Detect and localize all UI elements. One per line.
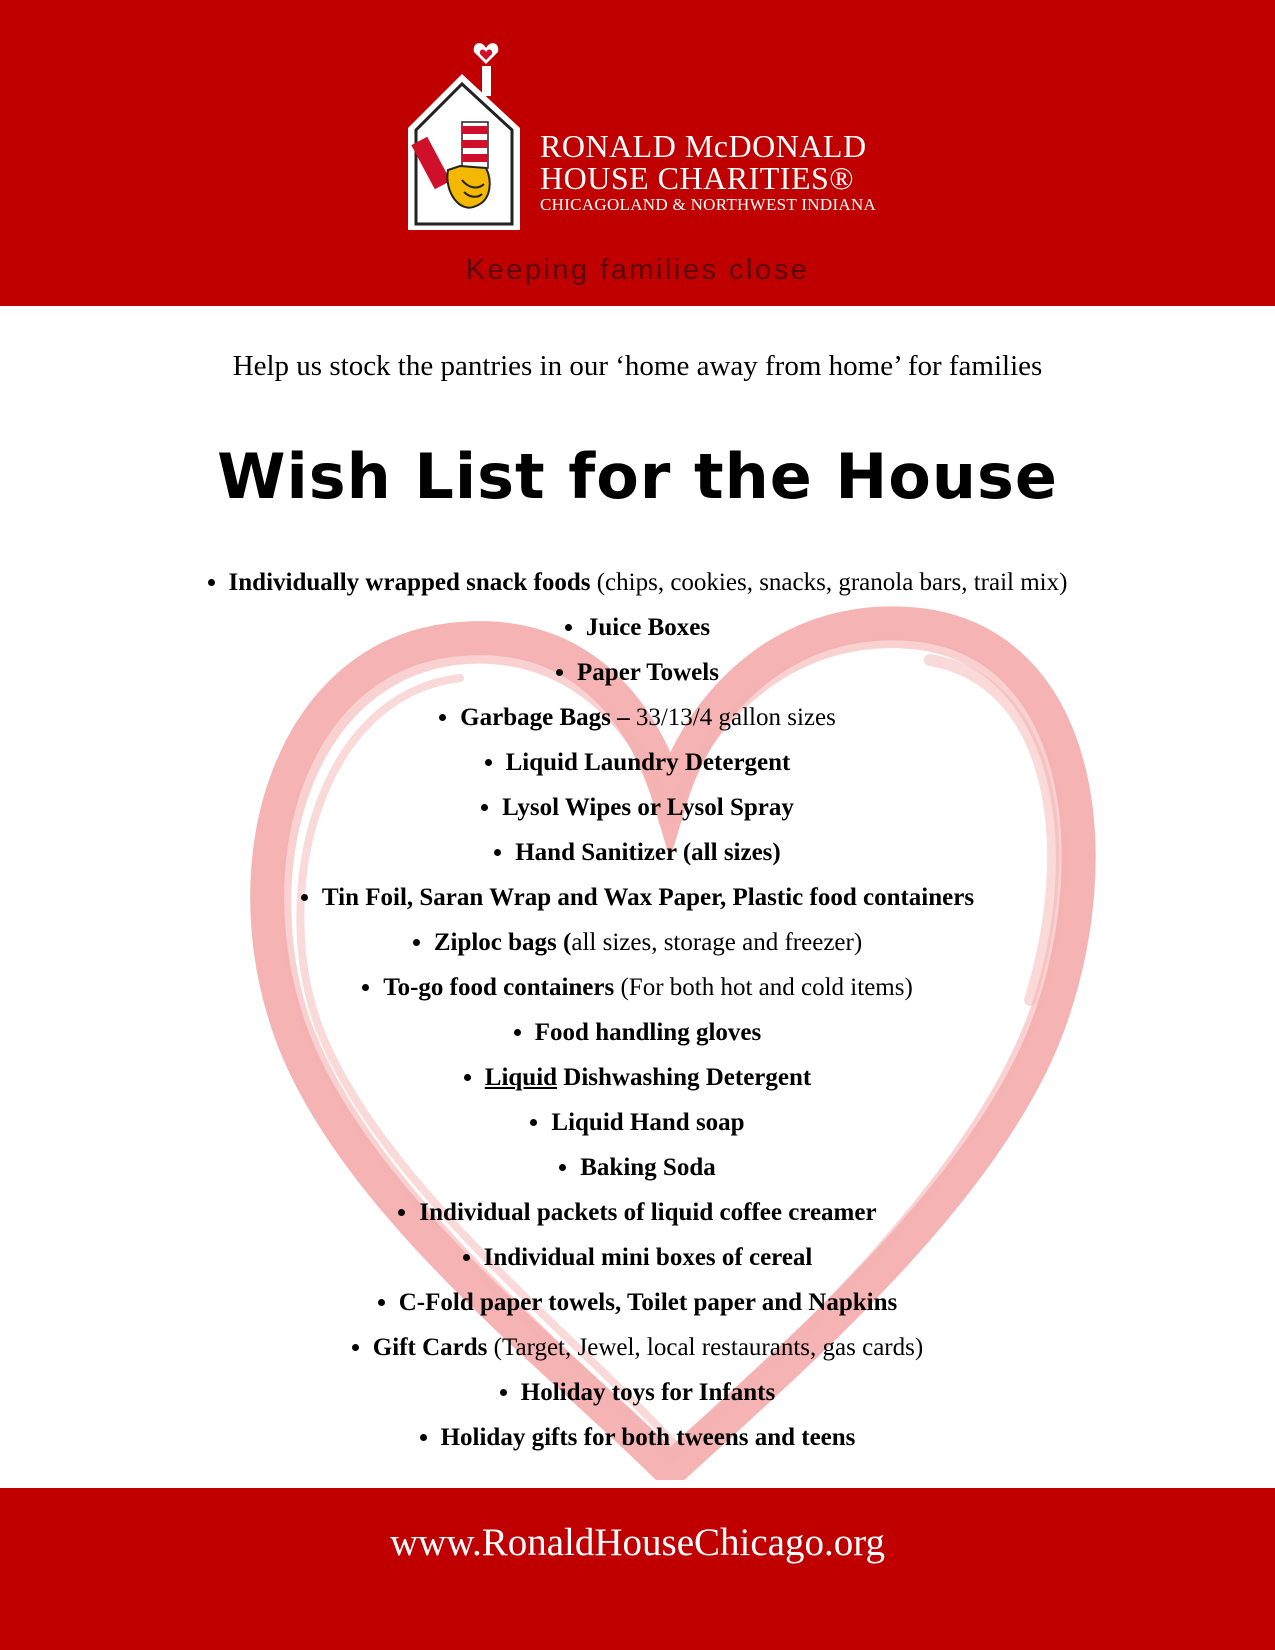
- list-item: Individual packets of liquid coffee creamer: [0, 1190, 1275, 1235]
- list-item: Garbage Bags – 33/13/4 gallon sizes: [0, 695, 1275, 740]
- wish-list: [0, 560, 1275, 1460]
- org-name-line3: CHICAGOLAND & NORTHWEST INDIANA: [540, 195, 877, 214]
- footer-banner: [0, 1488, 1275, 1650]
- bullet-icon: [494, 849, 501, 856]
- bullet-icon: [208, 579, 215, 586]
- bullet-icon: [559, 1164, 566, 1171]
- org-name-line2: HOUSE CHARITIES®: [540, 160, 855, 196]
- bullet-icon: [362, 984, 369, 991]
- list-item: Food handling gloves: [0, 1010, 1275, 1055]
- list-item: Juice Boxes: [0, 605, 1275, 650]
- bullet-icon: [420, 1434, 427, 1441]
- list-item: Liquid Laundry Detergent: [0, 740, 1275, 785]
- list-item: Individually wrapped snack foods (chips, cookies, snacks, granola bars, trail mix): [0, 560, 1275, 605]
- bullet-icon: [481, 804, 488, 811]
- tagline: Keeping families close: [465, 254, 810, 286]
- list-item: Hand Sanitizer (all sizes): [0, 830, 1275, 875]
- bullet-icon: [398, 1209, 405, 1216]
- website-link[interactable]: www.RonaldHouseChicago.org: [389, 1521, 886, 1564]
- list-item: Lysol Wipes or Lysol Spray: [0, 785, 1275, 830]
- bullet-icon: [565, 624, 572, 631]
- header-banner: [0, 0, 1275, 306]
- bullet-icon: [463, 1254, 470, 1261]
- list-item: C-Fold paper towels, Toilet paper and Napkins: [0, 1280, 1275, 1325]
- bullet-icon: [439, 714, 446, 721]
- org-name-line1: RONALD McDONALD: [540, 128, 867, 164]
- list-item: Liquid Dishwashing Detergent: [0, 1055, 1275, 1100]
- list-item: Paper Towels: [0, 650, 1275, 695]
- bullet-icon: [500, 1389, 507, 1396]
- list-item: Liquid Hand soap: [0, 1100, 1275, 1145]
- organization-name: [540, 130, 876, 216]
- intro-text: Help us stock the pantries in our ‘home away from home’ for families: [232, 350, 1043, 382]
- list-item: Tin Foil, Saran Wrap and Wax Paper, Plastic food containers: [0, 875, 1275, 920]
- list-item: Holiday toys for Infants: [0, 1370, 1275, 1415]
- bullet-icon: [464, 1074, 471, 1081]
- list-item: To-go food containers (For both hot and cold items): [0, 965, 1275, 1010]
- list-item: Gift Cards (Target, Jewel, local restaurants, gas cards): [0, 1325, 1275, 1370]
- list-item: Holiday gifts for both tweens and teens: [0, 1415, 1275, 1460]
- list-item: Baking Soda: [0, 1145, 1275, 1190]
- bullet-icon: [485, 759, 492, 766]
- bullet-icon: [378, 1299, 385, 1306]
- list-item: Individual mini boxes of cereal: [0, 1235, 1275, 1280]
- ronald-mcdonald-house-logo-icon: [404, 30, 524, 232]
- page-title: Wish List for the House: [217, 440, 1058, 513]
- list-item: Ziploc bags (all sizes, storage and freezer): [0, 920, 1275, 965]
- bullet-icon: [556, 669, 563, 676]
- bullet-icon: [413, 939, 420, 946]
- bullet-icon: [530, 1119, 537, 1126]
- bullet-icon: [514, 1029, 521, 1036]
- bullet-icon: [301, 894, 308, 901]
- bullet-icon: [352, 1344, 359, 1351]
